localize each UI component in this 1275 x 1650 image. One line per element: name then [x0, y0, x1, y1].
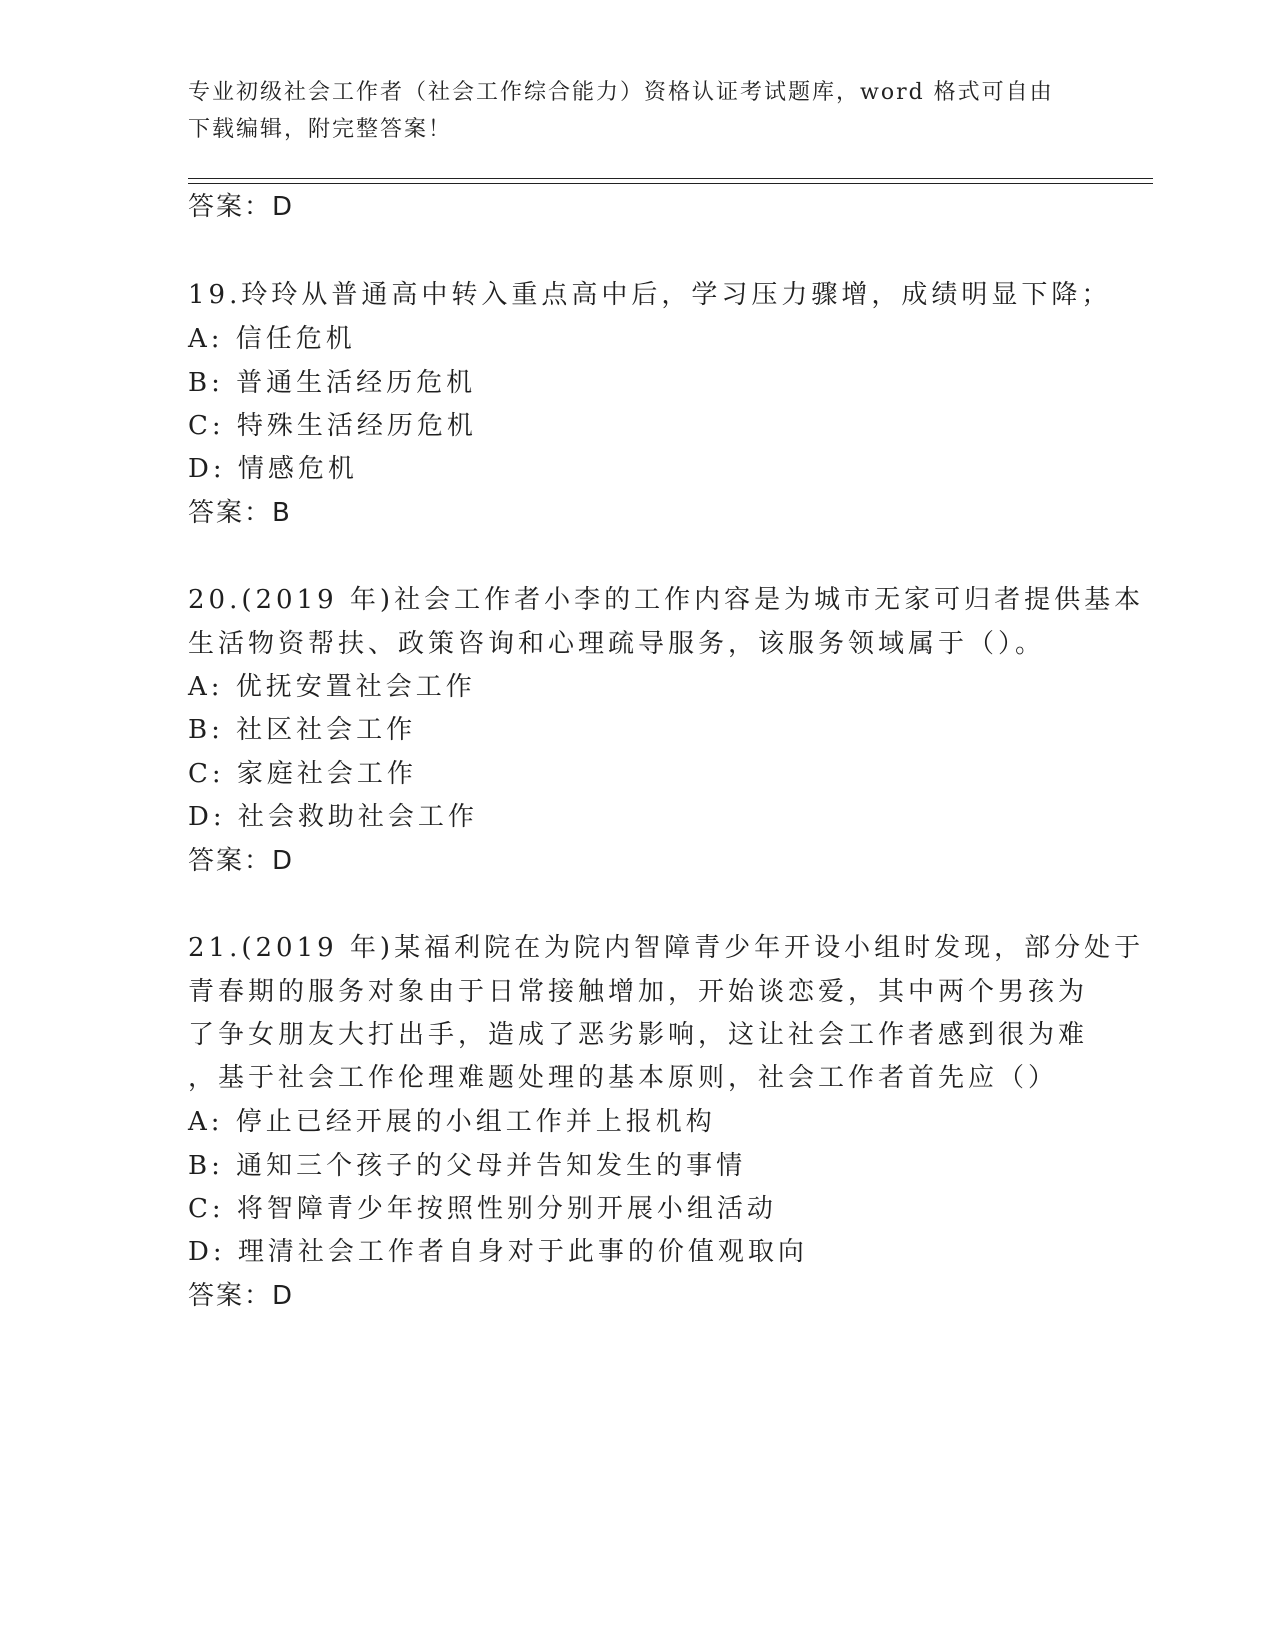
header-line-2: 下载编辑，附完整答案！: [188, 117, 453, 142]
q19-option-d: D: 情感危机: [188, 454, 358, 484]
q19-answer: 答案：B: [188, 498, 292, 528]
q20-stem-line-2: 生活物资帮扶、政策咨询和心理疏导服务，该服务领域属于（）。: [188, 629, 1046, 659]
q21-option-c: C: 将智障青少年按照性别分别开展小组活动: [188, 1194, 777, 1224]
q21-option-d: D: 理清社会工作者自身对于此事的价值观取向: [188, 1237, 808, 1267]
q20-stem-line-1: 20.(2019 年)社会工作者小李的工作内容是为城市无家可归者提供基本: [188, 585, 1145, 615]
q21-stem-line-1: 21.(2019 年)某福利院在为院内智障青少年开设小组时发现，部分处于: [188, 933, 1145, 963]
q19-option-c: C: 特殊生活经历危机: [188, 411, 477, 441]
q20-option-d: D: 社会救助社会工作: [188, 802, 478, 832]
header-line-1: 专业初级社会工作者（社会工作综合能力）资格认证考试题库，word 格式可自由: [188, 80, 1054, 105]
header-rule-top: [188, 178, 1153, 179]
q21-option-a: A: 停止已经开展的小组工作并上报机构: [188, 1107, 716, 1137]
q20-answer: 答案：D: [188, 846, 295, 876]
q21-answer: 答案：D: [188, 1281, 295, 1311]
q21-stem-line-4: ，基于社会工作伦理难题处理的基本原则，社会工作者首先应（）: [188, 1063, 1059, 1093]
q20-option-c: C: 家庭社会工作: [188, 759, 417, 789]
q20-option-a: A: 优抚安置社会工作: [188, 672, 476, 702]
q21-option-b: B: 通知三个孩子的父母并告知发生的事情: [188, 1151, 747, 1181]
q21-stem-line-3: 了争女朋友大打出手，造成了恶劣影响，这让社会工作者感到很为难: [188, 1020, 1089, 1050]
previous-answer: 答案：D: [188, 192, 295, 222]
document-header: [188, 74, 1088, 148]
q19-option-b: B: 普通生活经历危机: [188, 368, 477, 398]
q21-stem-line-2: 青春期的服务对象由于日常接触增加，开始谈恋爱，其中两个男孩为: [188, 977, 1089, 1007]
q19-option-a: A: 信任危机: [188, 324, 356, 354]
header-rule-bottom: [188, 183, 1153, 184]
q19-stem-line-1: 19.玲玲从普通高中转入重点高中后，学习压力骤增，成绩明显下降；: [188, 280, 1112, 310]
q20-option-b: B: 社区社会工作: [188, 715, 417, 745]
